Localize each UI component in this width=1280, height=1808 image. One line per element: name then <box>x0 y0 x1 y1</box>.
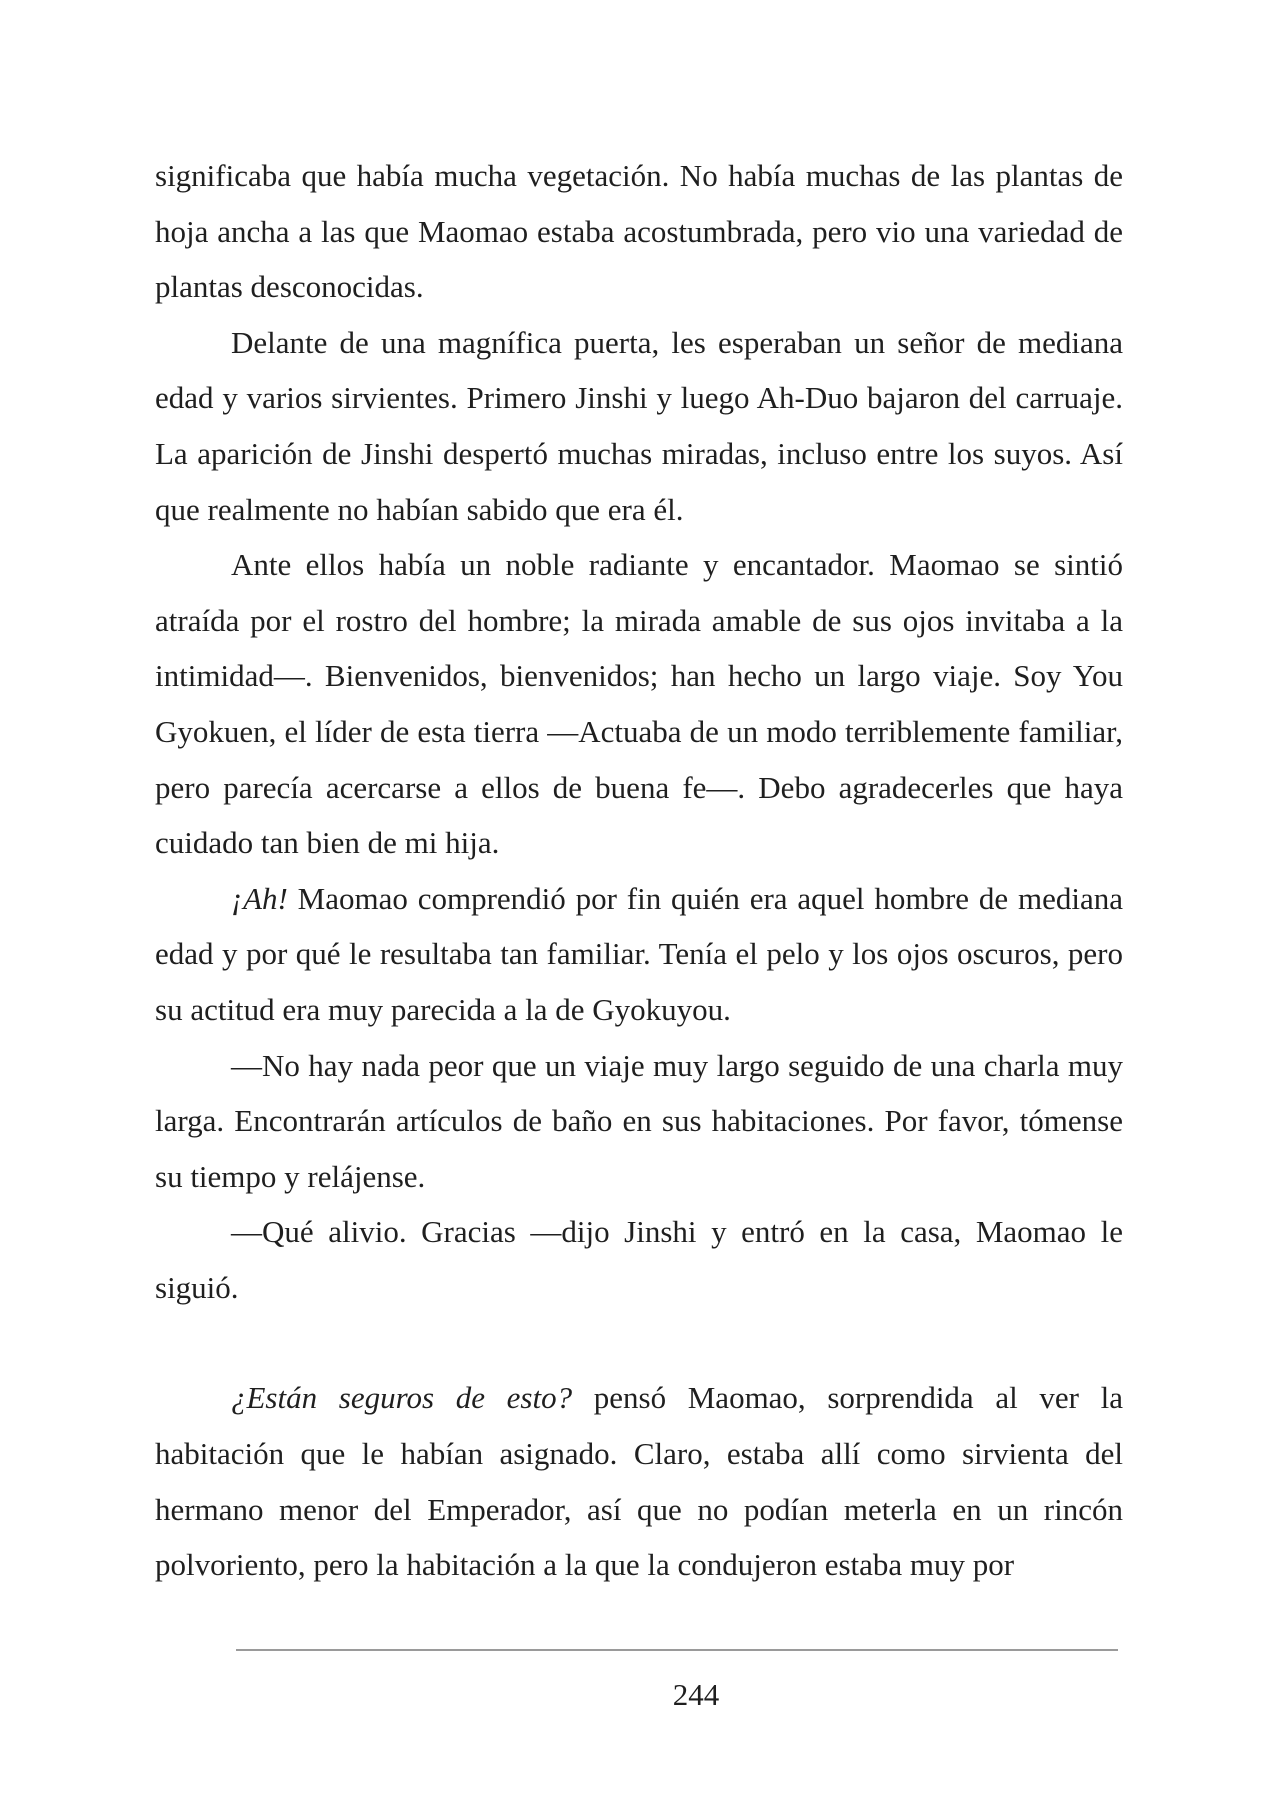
paragraph-3 <box>155 537 1123 871</box>
paragraph-6-text: —Qué alivio. Gracias —dijo Jinshi y entró en la casa, Maomao le siguió. <box>155 1214 1123 1305</box>
paragraph-5 <box>155 1038 1123 1205</box>
paragraph-4-text: Maomao comprendió por fin quién era aquel hombre de mediana edad y por qué le resultaba tan familiar. Tenía el pelo y los ojos oscuros, pero su actitud era muy parecida a la de Gyokuyou. <box>155 880 1123 1027</box>
paragraph-6 <box>155 1204 1123 1315</box>
paragraph-1 <box>155 148 1123 315</box>
paragraph-2 <box>155 315 1123 537</box>
footer-divider <box>236 1649 1118 1651</box>
paragraph-4-italic-thought: ¡Ah! <box>231 880 288 916</box>
paragraph-3-text: Ante ellos había un noble radiante y encantador. Maomao se sintió atraída por el rostro del hombre; la mirada amable de sus ojos invitaba a la intimidad—. Bienvenidos, bienvenidos; han hecho un largo viaje. Soy You Gyokuen, el líder de esta tierra —Actuaba de un modo terriblemente familiar, pero parecía acercarse a ellos de buena fe—. Debo agradecerles que haya cuidado tan bien de mi hija. <box>155 547 1123 861</box>
page-number: 244 <box>672 1677 720 1712</box>
paragraph-7 <box>155 1370 1123 1592</box>
paragraph-7-text: pensó Maomao, sorprendida al ver la habitación que le habían asignado. Claro, estaba allí como sirvienta del hermano menor del Emperador, así que no podían meterla en un rincón polvoriento, pero la habitación a la que la condujeron estaba muy por <box>155 1380 1123 1583</box>
paragraph-1-text: significaba que había mucha vegetación. No había muchas de las plantas de hoja ancha a las que Maomao estaba acostumbrada, pero vio una variedad de plantas desconocidas. <box>155 158 1123 305</box>
paragraph-4 <box>155 871 1123 1038</box>
paragraph-2-text: Delante de una magnífica puerta, les esperaban un señor de mediana edad y varios sirvientes. Primero Jinshi y luego Ah-Duo bajaron del carruaje. La aparición de Jinshi despertó muchas miradas, incluso entre los suyos. Así que realmente no habían sabido que era él. <box>155 324 1123 527</box>
page-body <box>155 148 1123 1593</box>
paragraph-5-text: —No hay nada peor que un viaje muy largo seguido de una charla muy larga. Encontrarán artículos de baño en sus habitaciones. Por favor, tómense su tiempo y relájense. <box>155 1047 1123 1194</box>
paragraph-7-italic-thought: ¿Están seguros de esto? <box>231 1380 573 1416</box>
